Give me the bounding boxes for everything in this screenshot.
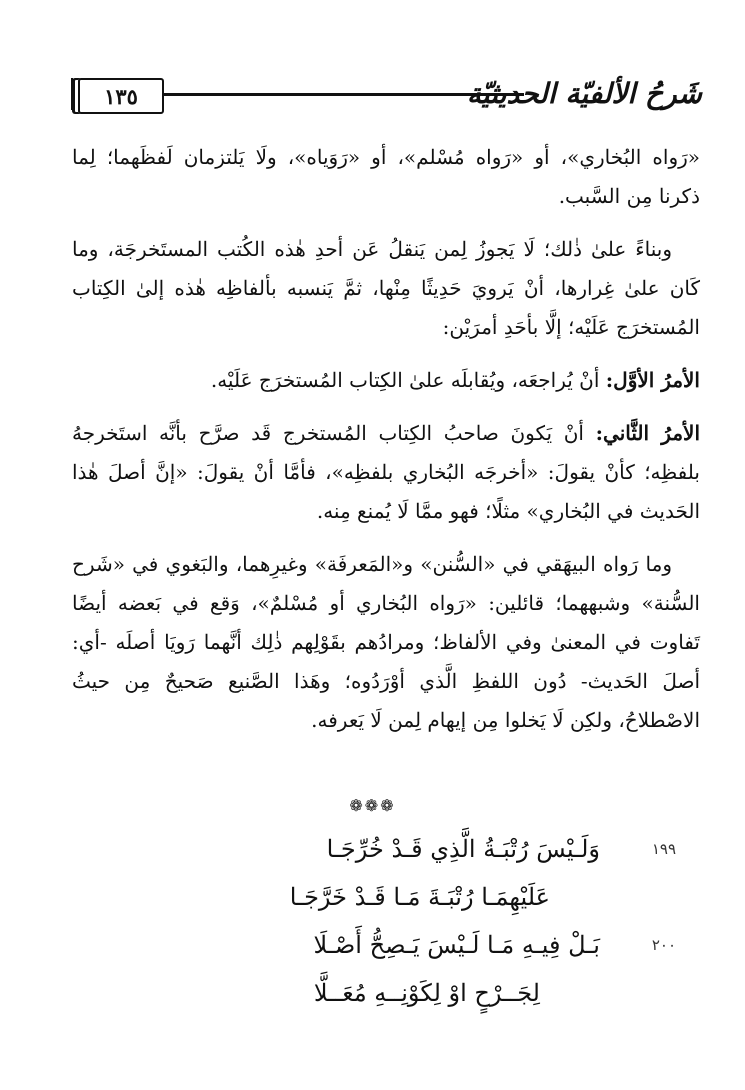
verse-200-first-half: [100, 921, 676, 969]
paragraph-5: وما رَواه البيهَقي في «السُّنن» و«المَعرفَة» وغيرِهما، والبَغوي في «شَرح السُّنة» وشبههما؛ قائلين: «رَواه البُخاري أو مُسْلمٌ»، وَقع في بَعضه أيضًا تَفاوت في المعنىٰ وفي الألفاظ؛ ومرادُهم بقَوْلِهم ذٰلِك أنَّهما رَويَا أصلَه -أي: أصلَ الحَديث- دُون اللفظِ الَّذي أوْرَدُوه؛ وهَذا الصَّنيع صَحيحٌ مِن حيثُ الاصْطلاحُ، ولكِن لَا يَخلوا مِن إيهام لِمن لَا يَعرفه.: [72, 552, 700, 732]
verse-text: عَلَيْهِمَـا رُتْبَـةَ مَـا قَـدْ خَرَّجَـا: [289, 883, 550, 911]
verse-199-second-half: [100, 873, 640, 921]
verse-text: وَلَـيْسَ رُتْبَـةُ الَّذِي قَـدْ خُرِّجَـا: [326, 835, 600, 863]
poem-verses: [100, 825, 676, 1017]
paragraph-4: [72, 414, 700, 531]
paragraph-1: «رَواه البُخاري»، أو «رَواه مُسْلم»، أو «رَوَياه»، ولَا يَلتزمان لَفظَهما؛ لِما ذكرنا مِن السَّبب.: [72, 145, 700, 208]
paragraph-3: [72, 361, 700, 400]
verse-200-second-half: [100, 969, 640, 1017]
section-divider-ornament: ❁❁❁: [349, 796, 396, 815]
first-matter-term: الأمرُ الأوَّل:: [605, 368, 700, 392]
verse-text: لِجَــرْحٍ اوْ لِكَوْنِــهِ مُعَــلَّا: [313, 979, 540, 1007]
page-number-box: [78, 78, 164, 114]
verse-199-first-half: [100, 825, 676, 873]
body-text: [72, 138, 700, 754]
verse-number: ٢٠٠: [651, 936, 676, 954]
page-number: ١٣٥: [104, 83, 138, 109]
second-matter-term: الأمرُ الثَّاني:: [595, 421, 700, 445]
verse-number: ١٩٩: [651, 840, 676, 858]
first-matter-text: أنْ يُراجعَه، ويُقابلَه علىٰ الكِتاب المُستخرَج عَلَيْه.: [210, 368, 606, 392]
paragraph-2: وبناءً علىٰ ذٰلك؛ لَا يَجوزُ لِمن يَنقلُ عَن أحدِ هٰذه الكُتب المستَخرجَة، وما كَان علىٰ غِرارها، أنْ يَرويَ حَدِيثًا مِنْها، ثمَّ يَنسبه بألفاظِه هٰذه إلىٰ الكِتاب المُستخرَج عَلَيْه؛ إلَّا بأحَدِ أمرَيْن:: [72, 237, 700, 339]
verse-text: بَـلْ فِيـهِ مَـا لَـيْسَ يَـصِحُّ أَصْـلَا: [313, 931, 600, 959]
second-matter-text: أنْ يَكونَ صاحبُ الكِتاب المُستخرج قَد صرَّح بأنَّه استَخرجهُ بلفظِه؛ كأنْ يقولَ: «أخرجَه البُخاري بلفظِه»، فأمَّا أنْ يقولَ: «إنَّ أصلَ هٰذا الحَديث في البُخاري» مثلًا؛ فهو ممَّا لَا يُمنع مِنه.: [72, 421, 700, 523]
book-title: شَرحُ الألفيّة الحديثيّة: [466, 77, 702, 110]
page-header: [72, 66, 702, 122]
